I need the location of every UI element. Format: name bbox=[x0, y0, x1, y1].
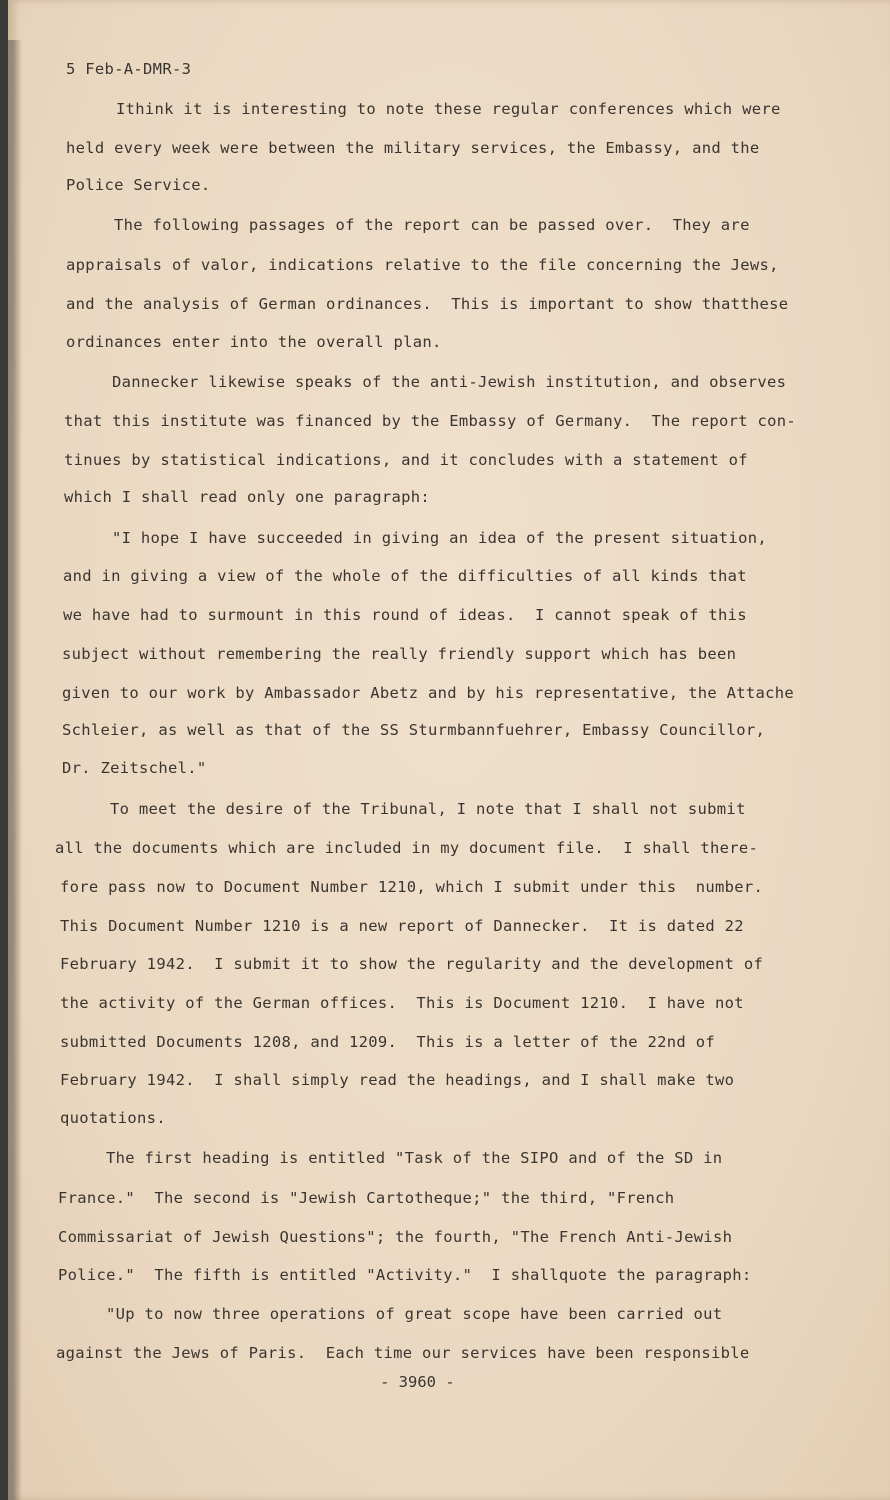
text-line: and the analysis of German ordinances. This is important to show thatthese bbox=[66, 295, 789, 313]
text-line: all the documents which are included in my document file. I shall there- bbox=[55, 839, 759, 857]
text-line: This Document Number 1210 is a new report of Dannecker. It is dated 22 bbox=[60, 917, 744, 935]
text-line: "Up to now three operations of great scope have been carried out bbox=[106, 1305, 723, 1323]
text-line: The first heading is entitled "Task of the SIPO and of the SD in bbox=[106, 1149, 723, 1167]
text-line: against the Jews of Paris. Each time our services have been responsible bbox=[56, 1344, 750, 1362]
text-line: held every week were between the military services, the Embassy, and the bbox=[66, 139, 760, 157]
text-line: February 1942. I submit it to show the regularity and the development of bbox=[60, 955, 764, 973]
text-line: given to our work by Ambassador Abetz and by his representative, the Attache bbox=[62, 684, 795, 702]
text-line: Ithink it is interesting to note these regular conferences which were bbox=[116, 100, 781, 118]
page-reference: 5 Feb-A-DMR-3 bbox=[66, 60, 192, 78]
text-line: tinues by statistical indications, and it concludes with a statement of bbox=[64, 451, 748, 469]
text-line: quotations. bbox=[60, 1109, 166, 1127]
text-line: the activity of the German offices. This is Document 1210. I have not bbox=[60, 994, 744, 1012]
text-line: submitted Documents 1208, and 1209. This is a letter of the 22nd of bbox=[60, 1033, 715, 1051]
text-line: that this institute was financed by the Embassy of Germany. The report con- bbox=[64, 412, 797, 430]
text-line: Police Service. bbox=[66, 176, 211, 194]
text-line: The following passages of the report can be passed over. They are bbox=[114, 216, 750, 234]
text-line: Police." The fifth is entitled "Activity." I shallquote the paragraph: bbox=[58, 1266, 752, 1284]
text-line: Schleier, as well as that of the SS Sturmbannfuehrer, Embassy Councillor, bbox=[62, 721, 766, 739]
text-line: we have had to surmount in this round of ideas. I cannot speak of this bbox=[63, 606, 747, 624]
page-number: - 3960 - bbox=[380, 1373, 455, 1391]
text-line: "I hope I have succeeded in giving an idea of the present situation, bbox=[112, 529, 767, 547]
text-line: ordinances enter into the overall plan. bbox=[66, 333, 442, 351]
text-line: subject without remembering the really friendly support which has been bbox=[62, 645, 737, 663]
text-line: Dr. Zeitschel." bbox=[62, 759, 207, 777]
text-line: fore pass now to Document Number 1210, which I submit under this number. bbox=[60, 878, 764, 896]
text-line: To meet the desire of the Tribunal, I note that I shall not submit bbox=[110, 800, 746, 818]
text-line: which I shall read only one paragraph: bbox=[64, 488, 431, 506]
torn-edge bbox=[8, 40, 22, 1500]
text-line: and in giving a view of the whole of the difficulties of all kinds that bbox=[63, 567, 747, 585]
text-line: Commissariat of Jewish Questions"; the fourth, "The French Anti-Jewish bbox=[58, 1228, 733, 1246]
document-page bbox=[8, 0, 890, 1500]
text-line: appraisals of valor, indications relative to the file concerning the Jews, bbox=[66, 256, 779, 274]
text-line: France." The second is "Jewish Cartotheque;" the third, "French bbox=[58, 1189, 675, 1207]
text-line: Dannecker likewise speaks of the anti-Jewish institution, and observes bbox=[112, 373, 787, 391]
text-line: February 1942. I shall simply read the headings, and I shall make two bbox=[60, 1071, 735, 1089]
